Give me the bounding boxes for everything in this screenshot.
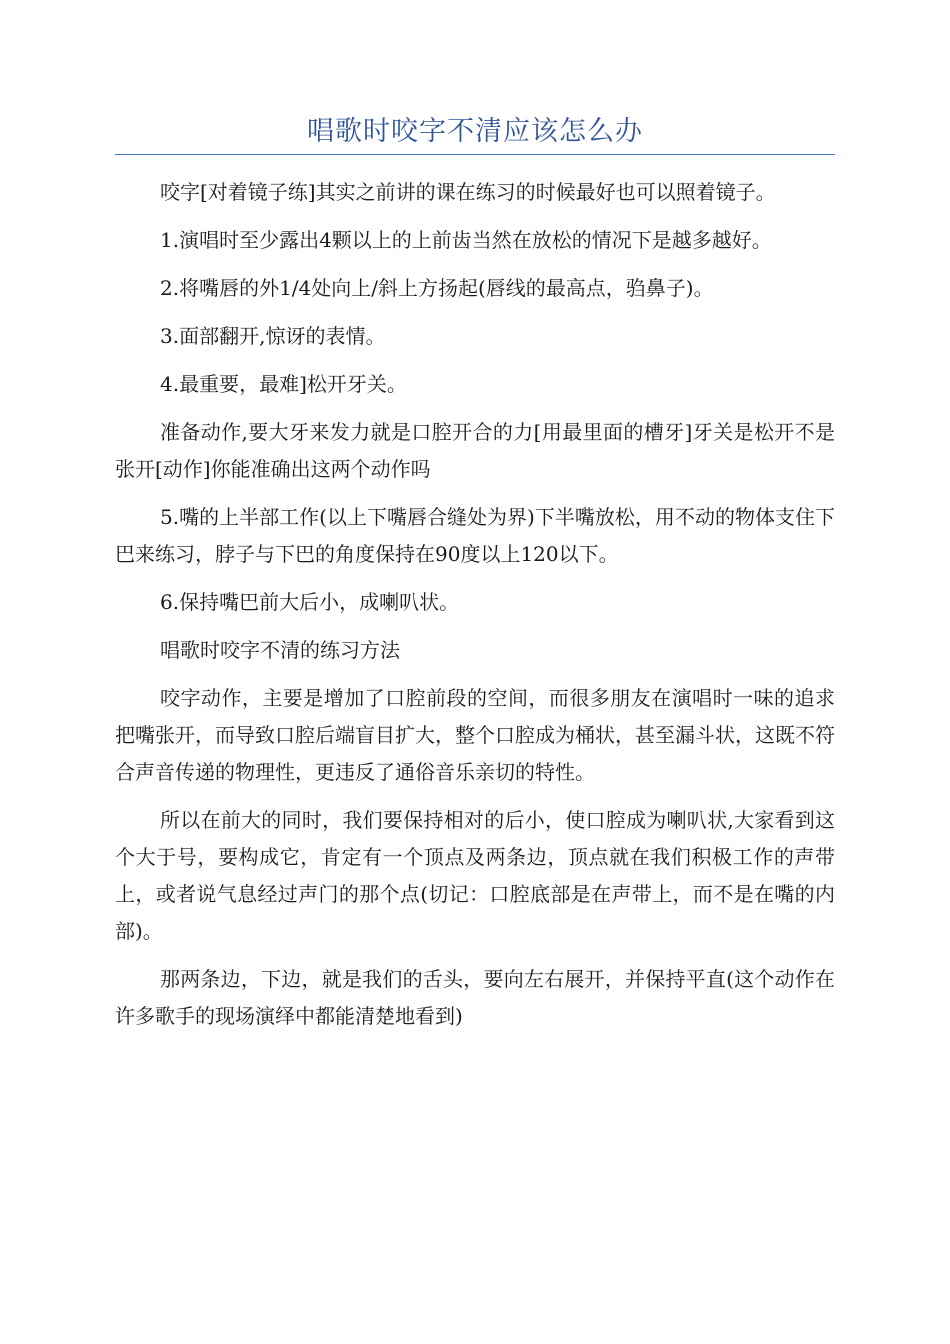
document-body [115,174,835,1046]
document-title: 唱歌时咬字不清应该怎么办 [307,116,643,147]
paragraph-articulation-action: 咬字动作，主要是增加了口腔前段的空间，而很多朋友在演唱时一味的追求把嘴张开，而导致口腔后端盲目扩大，整个口腔成为桶状，甚至漏斗状，这既不符合声音传递的物理性，更违反了通俗音乐亲切的特性。 [115,686,835,784]
paragraph-step-4: 4.最重要，最难]松开牙关。 [160,372,407,396]
paragraph-trumpet-shape: 所以在前大的同时，我们要保持相对的后小，使口腔成为喇叭状,大家看到这个大于号，要构成它，肯定有一个顶点及两条边，顶点就在我们积极工作的声带上，或者说气息经过声门的那个点(切记：口腔底部是在声带上，而不是在嘴的内部)。 [115,808,835,943]
paragraph-step-1: 1.演唱时至少露出4颗以上的上前齿当然在放松的情况下是越多越好。 [160,228,772,252]
title-underline [115,154,835,155]
paragraph-step-2: 2.将嘴唇的外1/4处向上/斜上方扬起(唇线的最高点，驺鼻子)。 [160,276,714,300]
paragraph-step-3: 3.面部翻开,惊讶的表情。 [160,324,386,348]
paragraph-step-5: 5.嘴的上半部工作(以上下嘴唇合缝处为界)下半嘴放松，用不动的物体支住下巴来练习，脖子与下巴的角度保持在90度以上120以下。 [115,505,835,566]
paragraph-step-6: 6.保持嘴巴前大后小，成喇叭状。 [160,590,460,614]
paragraph-preparation: 准备动作,要大牙来发力就是口腔开合的力[用最里面的槽牙]牙关是松开不是张开[动作]你能准确出这两个动作吗 [115,420,835,481]
paragraph-mirror-practice: 咬字[对着镜子练]其实之前讲的课在练习的时候最好也可以照着镜子。 [160,180,776,204]
section-heading-practice-method: 唱歌时咬字不清的练习方法 [160,638,400,662]
paragraph-two-sides: 那两条边，下边，就是我们的舌头，要向左右展开，并保持平直(这个动作在许多歌手的现场演绎中都能清楚地看到) [115,967,835,1028]
